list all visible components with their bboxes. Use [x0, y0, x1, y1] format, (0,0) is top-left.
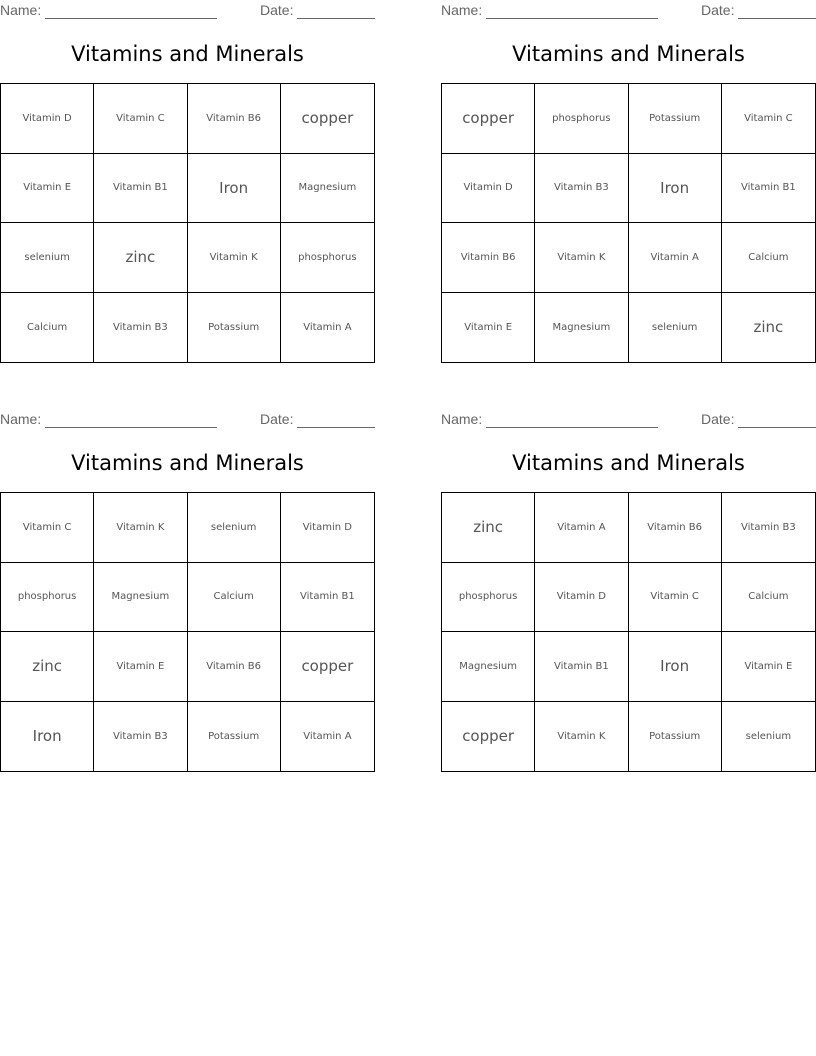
bingo-cell[interactable]: phosphorus [1, 563, 94, 633]
bingo-cell[interactable]: Vitamin B6 [442, 223, 535, 293]
date-label: Date: [701, 2, 735, 18]
bingo-grid [0, 83, 375, 363]
bingo-cell[interactable]: Vitamin A [303, 321, 352, 333]
date-label: Date: [260, 411, 294, 427]
name-label: Name: [0, 2, 42, 18]
bingo-cell[interactable]: Vitamin C [1, 493, 94, 563]
bingo-cell[interactable]: Potassium [188, 702, 281, 772]
bingo-cell[interactable]: Vitamin B3 [94, 702, 187, 772]
bingo-cell[interactable]: Vitamin B1 [535, 632, 628, 702]
name-blank[interactable] [45, 427, 217, 428]
date-blank[interactable] [738, 427, 816, 428]
name-label: Name: [441, 2, 483, 18]
date-label: Date: [260, 2, 294, 18]
date-label: Date: [701, 411, 735, 427]
bingo-cell[interactable]: Magnesium [281, 154, 374, 224]
date-blank[interactable] [297, 18, 375, 19]
bingo-cell[interactable]: selenium [629, 293, 722, 363]
bingo-card-3 [0, 409, 375, 789]
bingo-cell[interactable]: Vitamin C [629, 563, 722, 633]
bingo-cell[interactable]: Iron [629, 632, 722, 702]
bingo-cell[interactable]: Vitamin B1 [722, 154, 815, 224]
bingo-cell[interactable]: Vitamin K [535, 702, 628, 772]
bingo-cell[interactable]: Vitamin A [629, 223, 722, 293]
bingo-grid [441, 83, 816, 363]
bingo-cell[interactable]: Vitamin K [94, 493, 187, 563]
name-blank[interactable] [486, 18, 658, 19]
card-title: Vitamins and Minerals [512, 451, 745, 475]
bingo-cell[interactable]: selenium [1, 223, 94, 293]
bingo-cell[interactable]: Vitamin B6 [188, 84, 281, 154]
bingo-cell[interactable]: Calcium [1, 293, 94, 363]
bingo-cell[interactable]: Vitamin B3 [94, 293, 187, 363]
bingo-cell[interactable]: Vitamin E [722, 632, 815, 702]
bingo-cell[interactable]: Iron [188, 154, 281, 224]
bingo-cell[interactable]: Vitamin B1 [281, 563, 374, 633]
name-blank[interactable] [486, 427, 658, 428]
bingo-cell[interactable]: Vitamin K [535, 223, 628, 293]
bingo-cell[interactable]: zinc [753, 318, 784, 337]
bingo-grid [0, 492, 375, 772]
bingo-card-2 [441, 0, 816, 380]
bingo-cell[interactable]: copper [281, 632, 374, 702]
bingo-cell[interactable]: Calcium [188, 563, 281, 633]
card-title: Vitamins and Minerals [71, 451, 304, 475]
bingo-cell[interactable]: zinc [1, 632, 94, 702]
bingo-cell[interactable]: Magnesium [442, 632, 535, 702]
bingo-cell[interactable]: copper [281, 84, 374, 154]
bingo-cell[interactable]: Calcium [722, 563, 815, 633]
card-header [0, 411, 375, 429]
bingo-cell[interactable]: Potassium [629, 84, 722, 154]
bingo-card-1 [0, 0, 375, 380]
bingo-cell[interactable]: Potassium [629, 702, 722, 772]
bingo-cell[interactable]: Vitamin D [535, 563, 628, 633]
name-blank[interactable] [45, 18, 217, 19]
bingo-cell[interactable]: zinc [442, 493, 535, 563]
bingo-cell[interactable]: selenium [188, 493, 281, 563]
bingo-cell[interactable]: Vitamin C [722, 84, 815, 154]
bingo-card-4 [441, 409, 816, 789]
bingo-cell[interactable]: Vitamin B3 [535, 154, 628, 224]
bingo-cell[interactable]: Vitamin B6 [629, 493, 722, 563]
bingo-cell[interactable]: Magnesium [94, 563, 187, 633]
bingo-cell[interactable]: Vitamin D [442, 154, 535, 224]
date-blank[interactable] [738, 18, 816, 19]
date-blank[interactable] [297, 427, 375, 428]
bingo-cell[interactable]: Vitamin B3 [722, 493, 815, 563]
card-title: Vitamins and Minerals [512, 42, 745, 66]
bingo-cell[interactable]: Magnesium [535, 293, 628, 363]
bingo-cell[interactable]: copper [442, 84, 535, 154]
card-header [0, 2, 375, 20]
name-label: Name: [441, 411, 483, 427]
bingo-cell[interactable]: Vitamin C [94, 84, 187, 154]
bingo-cell[interactable]: phosphorus [442, 563, 535, 633]
bingo-cell[interactable]: Vitamin A [535, 493, 628, 563]
bingo-cell[interactable]: phosphorus [281, 223, 374, 293]
bingo-cell[interactable]: Vitamin D [281, 493, 374, 563]
card-title: Vitamins and Minerals [71, 42, 304, 66]
bingo-cell[interactable]: Vitamin D [1, 84, 94, 154]
bingo-cell[interactable]: Iron [629, 154, 722, 224]
bingo-cell[interactable]: Vitamin B1 [94, 154, 187, 224]
bingo-cell[interactable]: zinc [94, 223, 187, 293]
card-header [441, 2, 816, 20]
bingo-grid [441, 492, 816, 772]
bingo-cell[interactable]: Vitamin K [188, 223, 281, 293]
bingo-cell[interactable]: Vitamin A [303, 730, 352, 742]
bingo-cell[interactable]: selenium [745, 730, 792, 742]
bingo-cell[interactable]: Calcium [722, 223, 815, 293]
bingo-cell[interactable]: Vitamin B6 [188, 632, 281, 702]
bingo-cell[interactable]: Vitamin E [94, 632, 187, 702]
bingo-cell[interactable]: Vitamin E [1, 154, 94, 224]
bingo-cell[interactable]: copper [442, 702, 535, 772]
bingo-cell[interactable]: Vitamin E [442, 293, 535, 363]
name-label: Name: [0, 411, 42, 427]
card-header [441, 411, 816, 429]
bingo-cell[interactable]: Iron [1, 702, 94, 772]
bingo-cell[interactable]: phosphorus [535, 84, 628, 154]
bingo-cell[interactable]: Potassium [188, 293, 281, 363]
